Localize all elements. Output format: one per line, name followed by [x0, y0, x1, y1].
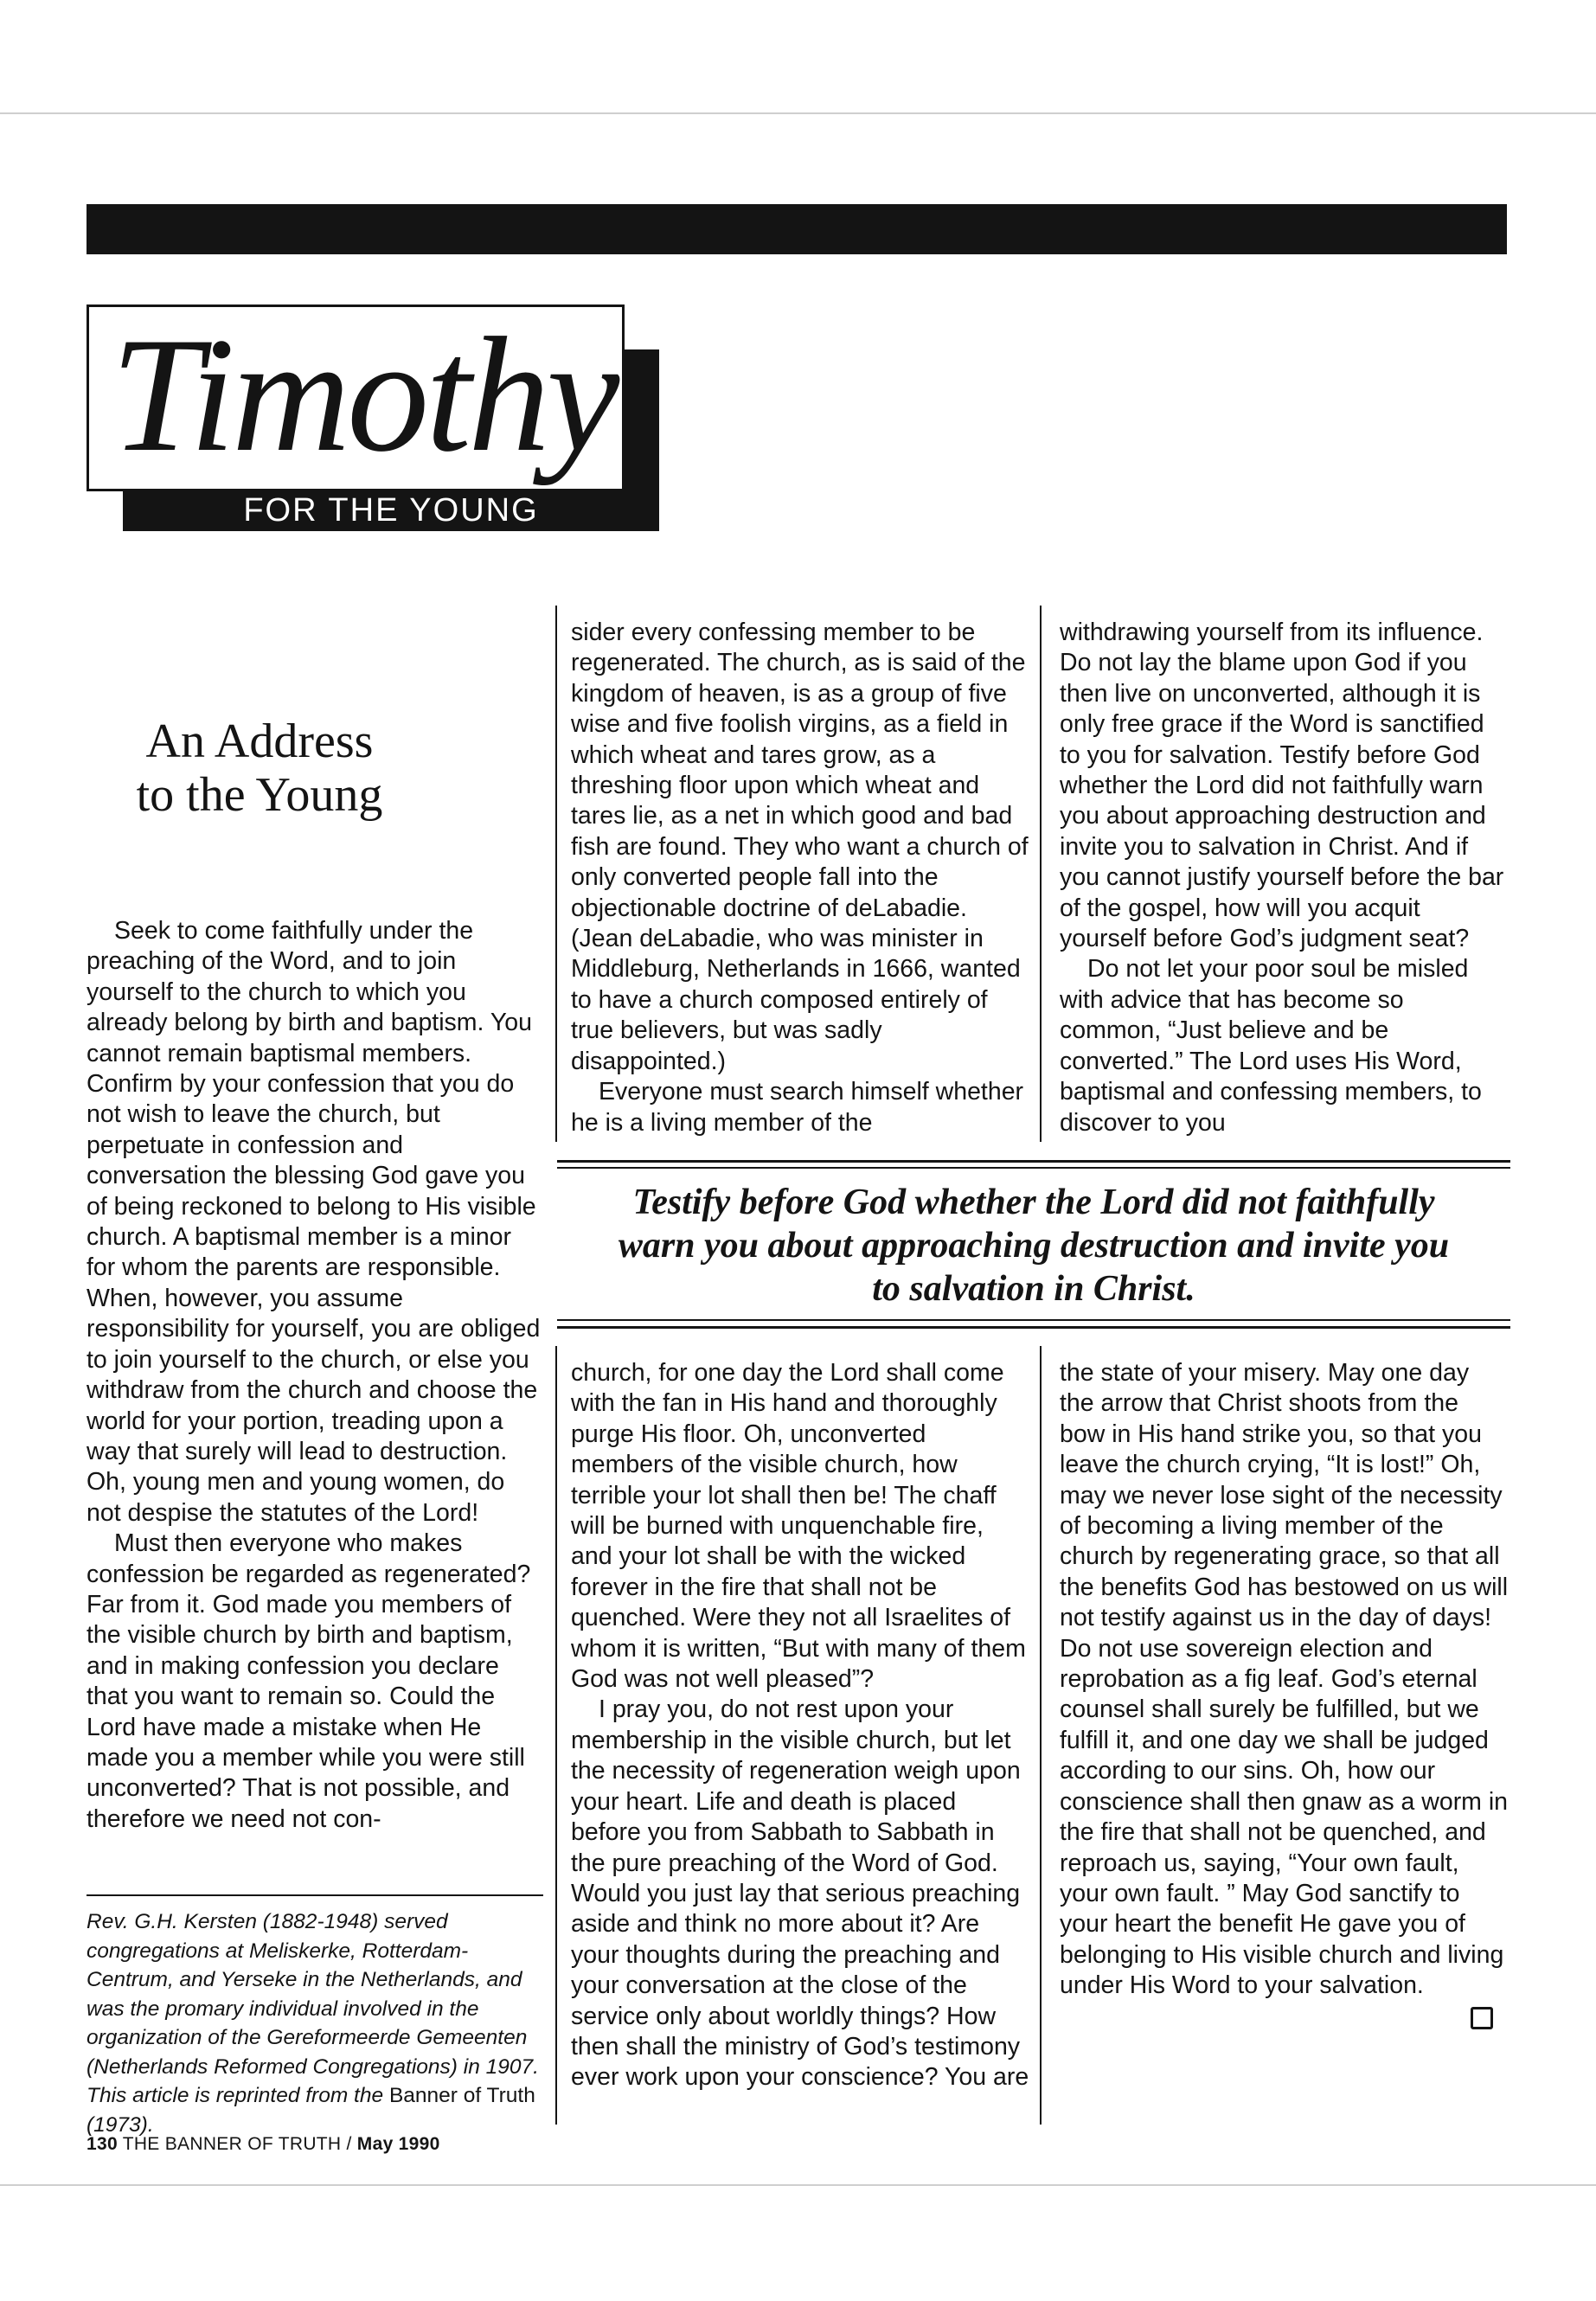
masthead-title: Timothy	[111, 304, 617, 486]
pull-quote-rule	[557, 1319, 1510, 1321]
column-divider	[555, 1346, 557, 2125]
pull-quote-text	[557, 1181, 1510, 1311]
masthead-subtitle: FOR THE YOUNG	[243, 492, 539, 529]
issue-date: May 1990	[356, 2134, 440, 2154]
headline-line-1: An Address	[145, 715, 374, 768]
paragraph: Everyone must search himself whether he is a living member of the	[571, 1078, 1024, 1137]
bio-rule	[87, 1894, 543, 1896]
pull-quote-rule	[557, 1167, 1510, 1169]
column-divider	[555, 606, 557, 1142]
paragraph: church, for one day the Lord shall come with the fan in His hand and thoroughly purge His floor. Oh, unconverted members of the visible church, how terrible your lot shall then be! The chaff will be burned with unquenchable fire, and your lot shall be with the wicked forever in the fire that shall not be quenched. Were they not all Israelites of whom it is written, “But with many of them God was not well pleased”?	[571, 1359, 1026, 1694]
page-bottom-edge	[0, 2184, 1596, 2186]
column-divider	[1040, 606, 1042, 1142]
publication-name: THE BANNER OF TRUTH /	[122, 2134, 352, 2154]
page-number: 130	[87, 2134, 118, 2154]
header-black-bar	[87, 204, 1507, 254]
column-1	[87, 916, 545, 1835]
bio-source: Banner of Truth	[388, 2084, 535, 2107]
article-headline	[87, 715, 433, 822]
pull-quote-rule	[557, 1326, 1510, 1329]
paragraph: Seek to come faithfully under the preaching of the Word, and to join yourself to the church to which you already belong by birth and baptism. You cannot remain baptismal members. Confirm by your confession that you do not wish to leave the church, but perpetuate in confession and conversation the blessing God gave you of being reckoned to belong to His visible church. A baptismal member is a minor for whom the parents are responsible. When, however, you assume responsibility for yourself, you are obliged to join yourself to the church, or else you withdraw from the church and choose the world for your portion, treading upon a way that surely will lead to destruction. Oh, young men and young women, do not despise the statutes of the Lord!	[87, 917, 541, 1527]
pull-quote-rule	[557, 1160, 1510, 1163]
pull-quote-line: to salvation in Christ.	[872, 1269, 1195, 1309]
author-bio	[87, 1907, 554, 2139]
column-5	[1060, 1358, 1509, 2002]
pull-quote	[557, 1160, 1510, 1333]
masthead-logo	[87, 304, 659, 531]
bio-text: Rev. G.H. Kersten (1882-1948) served congregations at Meliskerke, Rotterdam-Centrum, and Yerseke in the Netherlands, and was the promary individual involved in the organization of the Gereformeerde Gemeenten (Netherlands Reformed Congregations) in 1907. This article is reprinted from the	[87, 1910, 539, 2107]
column-3	[1060, 618, 1509, 1138]
paragraph: I pray you, do not rest upon your membership in the visible church, but let the necessity of regeneration weigh upon your heart. Life and death is placed before you from Sabbath to Sabbath in the pure preaching of the Word of God. Would you just lay that serious preaching aside and think no more about it? Are your thoughts during the preaching and your conversation at the close of the service only about worldly things? How then shall the ministry of God’s testimony ever work upon your conscience? You are	[571, 1695, 1029, 2092]
column-2	[571, 618, 1029, 1138]
column-divider	[1040, 1346, 1042, 2125]
end-of-article-icon	[1471, 2007, 1493, 2029]
paragraph: Must then everyone who makes confession be regarded as regenerated? Far from it. God made you members of the visible church by birth and baptism, and in making confession you declare that you want to remain so. Could the Lord have made a mistake when He made you a member while you were still unconverted? That is not possible, and therefore we need not con-	[87, 1529, 531, 1833]
paragraph: sider every confessing member to be regenerated. The church, as is said of the kingdom of heaven, is as a group of five wise and five foolish virgins, as a field in which wheat and tares grow, as a threshing floor upon which wheat and tares lie, as a net in which good and bad fish are found. They who want a church of only converted people fall into the objectionable doctrine of deLabadie. (Jean deLabadie, who was minister in Middleburg, Netherlands in 1666, wanted to have a church composed entirely of true believers, but was sadly disappointed.)	[571, 619, 1029, 1075]
pull-quote-line: Testify before God whether the Lord did not faithfully	[632, 1183, 1435, 1222]
headline-line-2: to the Young	[136, 768, 383, 822]
paragraph: Do not let your poor soul be misled with advice that has become so common, “Just believe and be converted.” The Lord uses His Word, baptismal and confessing members, to discover to you	[1060, 955, 1482, 1137]
bio-year: (1973).	[87, 2112, 154, 2137]
column-4	[571, 1358, 1029, 2093]
paragraph: withdrawing yourself from its influence. Do not lay the blame upon God if you then live on unconverted, although it is only free grace if the Word is sanctified to you for salvation. Testify before God whether the Lord did not faithfully warn you about approaching destruction and invite you to salvation in Christ. And if you cannot justify yourself before the bar of the gospel, how will you acquit yourself before God’s judgment seat?	[1060, 619, 1504, 953]
page-footer	[87, 2132, 440, 2157]
page-top-edge	[0, 112, 1596, 114]
paragraph: the state of your misery. May one day the arrow that Christ shoots from the bow in His hand strike you, so that you leave the church crying, “It is lost!” Oh, may we never lose sight of the necessity of becoming a living member of the church by regenerating grace, so that all the benefits God has bestowed on us will not testify against us in the day of days! Do not use sovereign election and reprobation as a fig leaf. God’s eternal counsel shall surely be fulfilled, but we fulfill it, and one day we shall be judged according to our sins. Oh, how our conscience shall then gnaw as a worm in the fire that shall not be quenched, and reproach us, saying, “Your own fault, your own fault. ” May God sanctify to your heart the benefit He gave you of belonging to His visible church and living under His Word to your salvation.	[1060, 1359, 1509, 2000]
pull-quote-line: warn you about approaching destruction and invite you	[618, 1226, 1450, 1266]
